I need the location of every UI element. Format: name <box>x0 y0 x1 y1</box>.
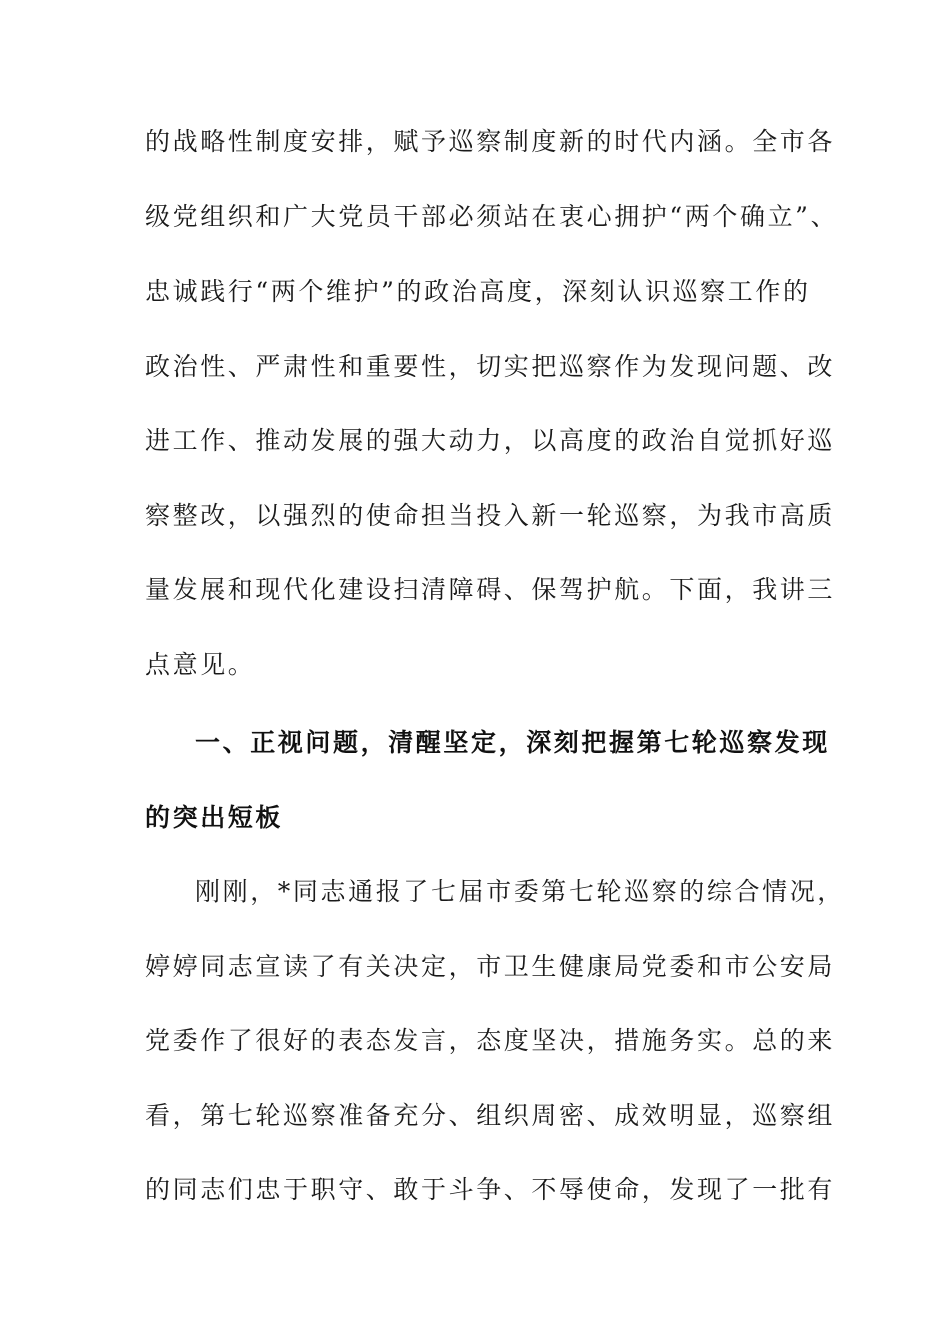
paragraph-line: 刚刚，*同志通报了七届市委第七轮巡察的综合情况， <box>195 877 845 906</box>
paragraph-line: 级党组织和广大党员干部必须站在衷心拥护“两个确立”、 <box>145 202 839 231</box>
paragraph-line: 忠诚践行“两个维护”的政治高度，深刻认识巡察工作的 <box>145 277 811 306</box>
paragraph-line: 婷婷同志宣读了有关决定，市卫生健康局党委和市公安局 <box>145 952 836 981</box>
paragraph-line: 看，第七轮巡察准备充分、组织周密、成效明显，巡察组 <box>145 1101 836 1130</box>
paragraph-line: 政治性、严肃性和重要性，切实把巡察作为发现问题、改 <box>145 352 836 381</box>
paragraph-line: 党委作了很好的表态发言，态度坚决，措施务实。总的来 <box>145 1026 836 1055</box>
paragraph-line: 察整改，以强烈的使命担当投入新一轮巡察，为我市高质 <box>145 501 836 530</box>
paragraph-line: 量发展和现代化建设扫清障碍、保驾护航。下面，我讲三 <box>145 575 836 604</box>
paragraph-line: 点意见。 <box>145 650 256 679</box>
paragraph-line: 进工作、推动发展的强大动力，以高度的政治自觉抓好巡 <box>145 426 836 455</box>
paragraph-line: 的同志们忠于职守、敢于斗争、不辱使命，发现了一批有 <box>145 1175 836 1204</box>
paragraph-line: 的战略性制度安排，赋予巡察制度新的时代内涵。全市各 <box>145 127 836 156</box>
section-heading-line: 一、正视问题，清醒坚定，深刻把握第七轮巡察发现 <box>195 728 830 757</box>
section-heading-line: 的突出短板 <box>145 803 284 832</box>
